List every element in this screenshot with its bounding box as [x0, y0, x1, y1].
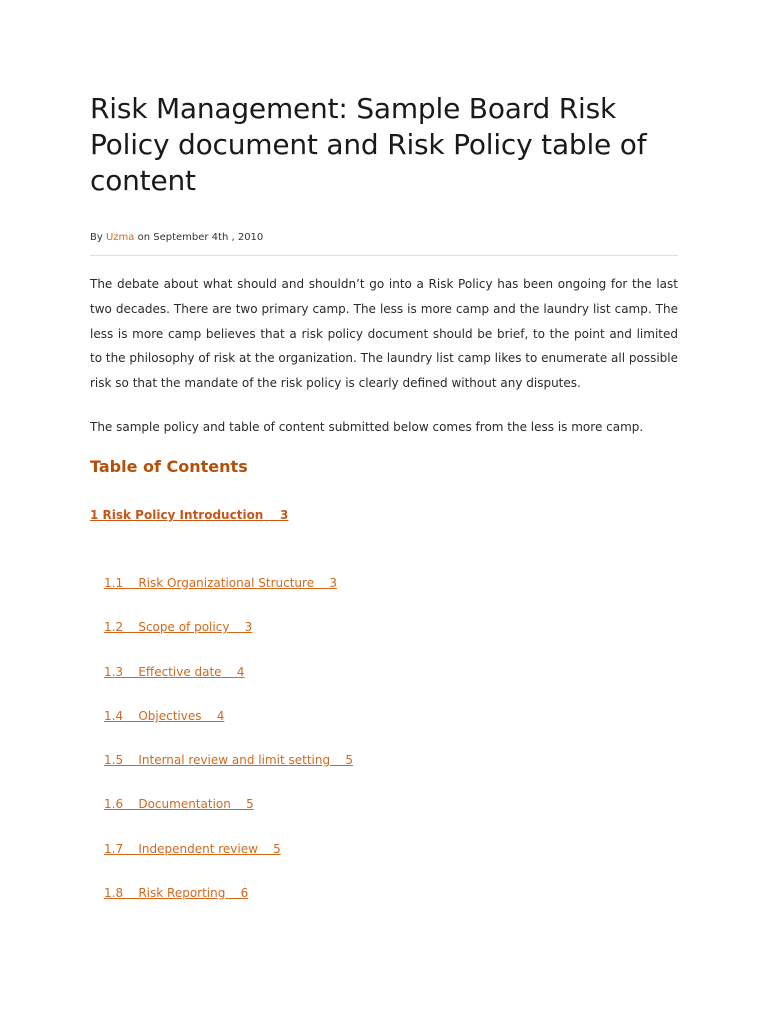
intro-paragraph: The debate about what should and shouldn’t go into a Risk Policy has been ongoing for the last two decades. There are two primary camp. The less is more camp and the laundry list camp. The less is more camp believes that a risk policy document should be brief, to the point and limited to the philosophy of risk at the organization. The laundry list camp likes to enumerate all possible risk so that the mandate of the risk policy is clearly defined without any disputes.: [90, 277, 678, 391]
byline-prefix: By: [90, 232, 106, 243]
article-title: Risk Management: Sample Board Risk Policy document and Risk Policy table of content: [90, 92, 647, 197]
toc-item: [104, 663, 353, 707]
toc-link-1-3[interactable]: 1.3 Effective date 4: [104, 664, 245, 679]
toc-link-1-6[interactable]: 1.6 Documentation 5: [104, 797, 254, 812]
toc-link-1-1[interactable]: 1.1 Risk Organizational Structure 3: [104, 576, 337, 590]
toc-link-1-2[interactable]: 1.2 Scope of policy 3: [104, 620, 253, 635]
toc-item: [104, 795, 353, 839]
author-link[interactable]: Uzma: [105, 232, 135, 243]
toc-main-entry-link[interactable]: 1 Risk Policy Introduction 3: [90, 508, 289, 522]
toc-item: [104, 707, 353, 751]
toc-item: [104, 840, 353, 884]
byline: [90, 231, 263, 245]
toc-item: [104, 751, 353, 795]
toc-link-1-5[interactable]: 1.5 Internal review and limit setting 5: [104, 753, 353, 768]
toc-heading: Table of Contents: [90, 457, 248, 476]
publish-date: on September 4th , 2010: [134, 232, 264, 243]
toc-item: [104, 884, 353, 928]
toc-link-1-8[interactable]: 1.8 Risk Reporting 6: [104, 886, 249, 901]
toc-list: [104, 574, 353, 928]
toc-item: [104, 618, 353, 662]
toc-item: [104, 574, 353, 618]
sample-paragraph: The sample policy and table of content submitted below comes from the less is more camp.: [90, 420, 644, 434]
toc-link-1-4[interactable]: 1.4 Objectives 4: [104, 708, 225, 723]
toc-link-1-7[interactable]: 1.7 Independent review 5: [104, 841, 281, 856]
byline-divider: [90, 255, 678, 256]
